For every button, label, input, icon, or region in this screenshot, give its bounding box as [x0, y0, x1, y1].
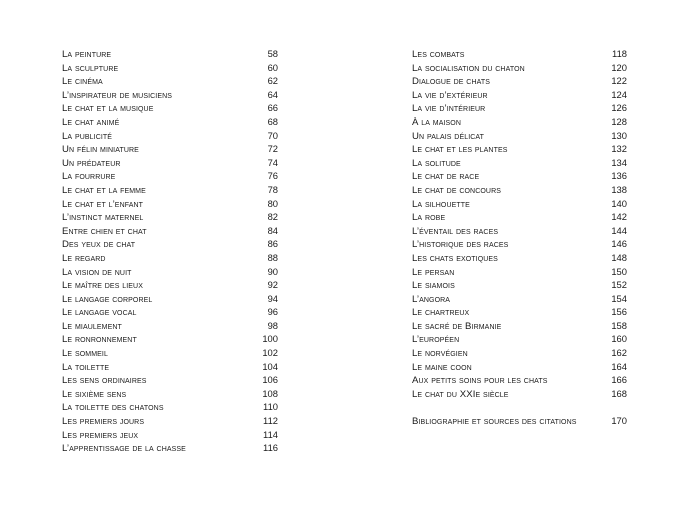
toc-entry [412, 278, 627, 292]
toc-column-right [412, 47, 627, 428]
toc-entry [62, 61, 278, 75]
toc-entry [412, 129, 627, 143]
toc-entry [412, 74, 627, 88]
toc-entry [62, 169, 278, 183]
toc-entry-page: 82 [267, 211, 278, 223]
toc-entry-page: 142 [611, 211, 627, 223]
toc-entry-title: Le chartreux [412, 307, 470, 319]
toc-entry [412, 292, 627, 306]
toc-entry [62, 197, 278, 211]
toc-entry-title: Le langage vocal [62, 307, 137, 319]
toc-entry-title: Les sens ordinaires [62, 375, 147, 387]
toc-entry-title: Un prédateur [62, 157, 121, 169]
toc-entry [412, 61, 627, 75]
toc-column-left [62, 47, 278, 455]
toc-entry [412, 346, 627, 360]
toc-entry-page: 72 [267, 143, 278, 155]
toc-entry-page: 86 [267, 238, 278, 250]
toc-entry-title: Le maître des lieux [62, 280, 143, 292]
toc-entry [412, 251, 627, 265]
toc-entry-page: 110 [263, 401, 278, 413]
toc-entry-title: Le norvégien [412, 348, 468, 360]
toc-entry-title: Le siamois [412, 280, 455, 292]
toc-entry-page: 94 [267, 292, 278, 304]
toc-entry-page: 152 [611, 279, 627, 291]
toc-entry-page: 118 [612, 48, 627, 59]
toc-entry [412, 224, 627, 238]
toc-entry-title: Le chat et la musique [62, 103, 154, 115]
toc-entry-page: 122 [611, 75, 627, 87]
toc-entry [62, 387, 278, 401]
toc-entry [62, 237, 278, 251]
toc-entry-title: Entre chien et chat [62, 225, 147, 237]
toc-entry-page: 88 [267, 251, 278, 263]
toc-entry-page: 100 [262, 333, 278, 345]
toc-entry [62, 346, 278, 360]
toc-entry-page: 90 [267, 265, 278, 277]
toc-entry [62, 115, 278, 129]
toc-entry-title: Le chat et l’enfant [62, 198, 144, 210]
toc-entry-title: La robe [412, 212, 446, 224]
toc-entry [62, 373, 278, 387]
toc-entry-page: 164 [611, 360, 627, 372]
toc-entry-page: 140 [611, 197, 627, 209]
toc-entry-title: Bibliographie et sources des citations [412, 416, 577, 428]
toc-entry-title: Les combats [412, 49, 465, 60]
toc-entry-page: 160 [611, 333, 627, 345]
toc-entry-page: 156 [611, 306, 627, 318]
toc-entry [412, 265, 627, 279]
toc-entry-page: 130 [611, 129, 627, 141]
toc-entry [62, 441, 278, 455]
toc-entry-page: 134 [611, 156, 627, 168]
toc-entry [62, 332, 278, 346]
toc-entry [412, 101, 627, 115]
toc-entry-page: 74 [267, 156, 278, 168]
toc-entry [412, 332, 627, 346]
toc-entry [62, 292, 278, 306]
toc-entry [412, 319, 627, 333]
toc-entry-page: 168 [611, 387, 627, 399]
toc-entry [62, 360, 278, 374]
toc-entry [412, 88, 627, 102]
toc-entry-page: 108 [262, 387, 278, 399]
toc-entry-title: Le chat de concours [412, 184, 501, 196]
toc-entry-page: 106 [262, 374, 278, 386]
toc-entry-page: 102 [262, 347, 278, 359]
toc-entry-title: La solitude [412, 157, 461, 169]
toc-entry [412, 47, 627, 61]
toc-entry [62, 101, 278, 115]
toc-entry-title: Le chat du XXIe siècle [412, 388, 509, 400]
toc-entry [62, 224, 278, 238]
toc-entry-title: À la maison [412, 116, 462, 128]
toc-entry [412, 373, 627, 387]
toc-entry-page: 58 [267, 48, 278, 59]
toc-entry [412, 305, 627, 319]
toc-entry-title: L’apprentissage de la chasse [62, 443, 186, 455]
toc-entry-title: La peinture [62, 49, 112, 60]
toc-entry-page: 76 [267, 170, 278, 182]
toc-entry-title: Le persan [412, 266, 455, 278]
toc-entry-page: 114 [263, 428, 278, 440]
toc-entry-page: 166 [611, 374, 627, 386]
toc-entry-page: 138 [611, 183, 627, 195]
toc-entry [412, 169, 627, 183]
toc-entry-title: L’instinct maternel [62, 212, 144, 224]
toc-entry-title: Le chat animé [62, 116, 120, 128]
toc-entry-page: 148 [611, 251, 627, 263]
toc-entry-title: La socialisation du chaton [412, 62, 525, 74]
toc-entry-title: La toilette [62, 361, 110, 373]
toc-entry [412, 142, 627, 156]
toc-entry-page: 170 [611, 415, 627, 427]
toc-entry [412, 210, 627, 224]
toc-entry-page: 144 [611, 224, 627, 236]
toc-entry-page: 124 [611, 88, 627, 100]
toc-entry-title: L’européen [412, 334, 460, 346]
toc-entry-title: Un félin miniature [62, 144, 139, 156]
toc-entry [62, 319, 278, 333]
toc-entry-title: La toilette des chatons [62, 402, 164, 414]
toc-entry-page: 68 [267, 115, 278, 127]
toc-entry-title: Les premiers jeux [62, 429, 139, 441]
toc-entry-page: 150 [611, 265, 627, 277]
toc-entry [62, 74, 278, 88]
toc-entry-title: Le miaulement [62, 320, 122, 332]
toc-entry-page: 60 [267, 61, 278, 73]
toc-entry [62, 265, 278, 279]
toc-entry-title: Les premiers jours [62, 416, 145, 428]
toc-entry-title: Le chat et la femme [62, 184, 146, 196]
toc-entry [62, 400, 278, 414]
toc-entry-title: Un palais délicat [412, 130, 485, 142]
toc-entry-title: Le langage corporel [62, 293, 153, 305]
toc-entry [62, 88, 278, 102]
toc-entry-page: 112 [263, 415, 278, 427]
toc-entry-title: La vision de nuit [62, 266, 132, 278]
toc-entry-page: 96 [267, 306, 278, 318]
toc-entry-page: 70 [267, 129, 278, 141]
toc-entry-title: Le cinéma [62, 76, 103, 88]
toc-entry-title: Les chats exotiques [412, 252, 498, 264]
toc-entry-title: L’éventail des races [412, 225, 499, 237]
toc-entry [62, 183, 278, 197]
toc-entry [62, 47, 278, 61]
toc-entry [412, 115, 627, 129]
toc-entry [62, 142, 278, 156]
table-of-contents [0, 47, 700, 487]
toc-entry [62, 156, 278, 170]
toc-entry [412, 197, 627, 211]
toc-entry-title: La vie d’intérieur [412, 103, 486, 115]
toc-entry-title: La vie d’extérieur [412, 89, 488, 101]
toc-entry-title: L’angora [412, 293, 451, 305]
toc-entry-title: La fourrure [62, 171, 116, 183]
toc-entry-title: La silhouette [412, 198, 470, 210]
toc-entry-page: 80 [267, 197, 278, 209]
toc-entry-page: 120 [611, 61, 627, 73]
toc-entry-title: Le sommeil [62, 348, 108, 360]
toc-entry-title: L’historique des races [412, 239, 509, 251]
toc-entry [412, 156, 627, 170]
toc-entry-title: Le sacré de Birmanie [412, 320, 502, 332]
toc-entry-title: Le ronronnement [62, 334, 137, 346]
toc-entry-page: 64 [267, 88, 278, 100]
toc-entry-page: 104 [262, 360, 278, 372]
toc-entry-page: 84 [267, 224, 278, 236]
toc-entry-title: Le chat et les plantes [412, 144, 508, 156]
toc-entry-page: 154 [611, 292, 627, 304]
toc-entry-title: Le chat de race [412, 171, 480, 183]
toc-entry [412, 360, 627, 374]
toc-entry [62, 210, 278, 224]
toc-entry [62, 129, 278, 143]
toc-entry-page: 78 [267, 183, 278, 195]
toc-entry [62, 278, 278, 292]
toc-entry [62, 251, 278, 265]
toc-entry-title: Aux petits soins pour les chats [412, 375, 548, 387]
toc-entry [62, 414, 278, 428]
toc-entry [412, 387, 627, 401]
toc-entry-page: 162 [611, 347, 627, 359]
toc-entry-page: 136 [611, 170, 627, 182]
toc-entry-bibliography [412, 414, 627, 428]
toc-entry-page: 62 [267, 75, 278, 87]
toc-entry-page: 146 [611, 238, 627, 250]
toc-entry-page: 66 [267, 102, 278, 114]
toc-entry-title: Le regard [62, 252, 106, 264]
toc-entry-page: 126 [611, 102, 627, 114]
toc-entry-title: La sculpture [62, 62, 119, 74]
toc-entry-title: La publicité [62, 130, 113, 142]
toc-entry-title: Des yeux de chat [62, 239, 136, 251]
toc-entry-title: Dialogue de chats [412, 76, 491, 88]
toc-entry-title: Le maine coon [412, 361, 472, 373]
toc-entry [62, 428, 278, 442]
toc-entry-page: 132 [611, 143, 627, 155]
toc-entry-title: Le sixième sens [62, 388, 127, 400]
toc-entry [412, 183, 627, 197]
toc-entry [62, 305, 278, 319]
toc-entry [412, 237, 627, 251]
toc-entry-page: 116 [263, 442, 278, 454]
toc-entry-page: 92 [267, 279, 278, 291]
toc-entry-page: 128 [611, 115, 627, 127]
toc-entry-title: L’inspirateur de musiciens [62, 89, 173, 101]
toc-entry-page: 158 [611, 319, 627, 331]
toc-entry-page: 98 [267, 319, 278, 331]
